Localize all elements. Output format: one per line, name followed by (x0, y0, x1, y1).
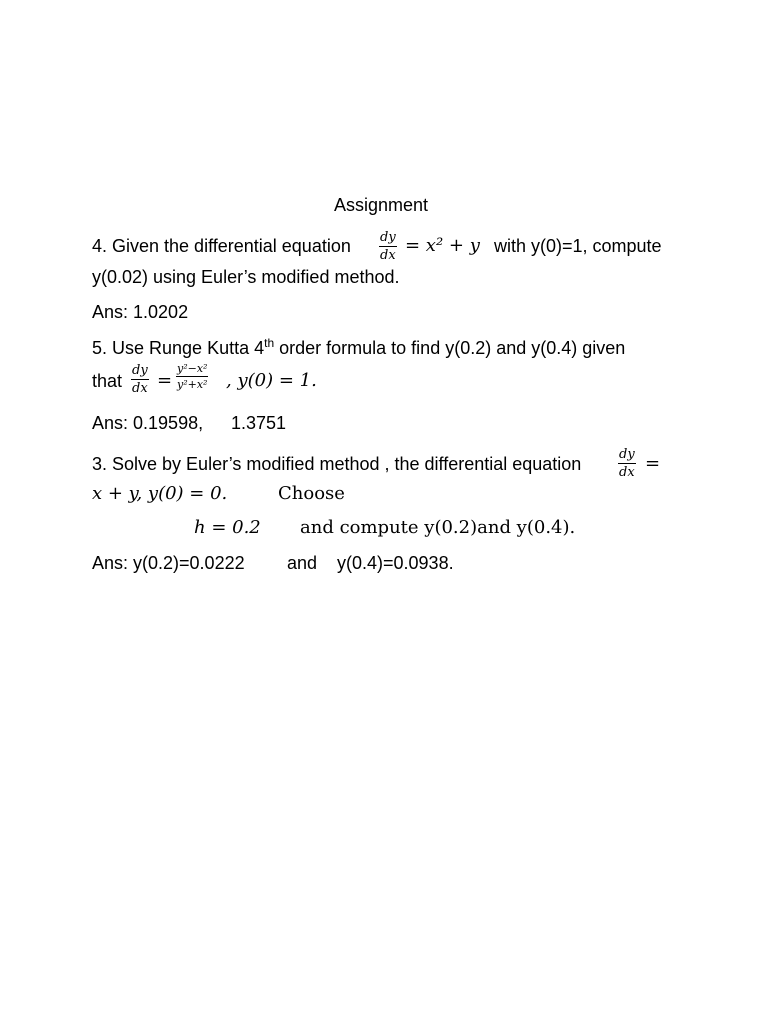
q5-that: that (92, 371, 123, 391)
q5-sup: th (264, 336, 275, 350)
q3-fraction (618, 448, 636, 479)
q3-lead: 3. Solve by Euler’s modified method , the differential equation (92, 454, 582, 474)
q3-compute: and compute y(0.2)and y(0.4). (300, 517, 576, 538)
q5-lead-a: 5. Use Runge Kutta 4 (92, 338, 265, 358)
q3-choose: Choose (278, 483, 345, 504)
q3-answer-a: Ans: y(0.2)=0.0222 (92, 553, 245, 573)
q4-answer: Ans: 1.0202 (92, 302, 189, 322)
q5-fraction-dydx (131, 364, 149, 395)
q4-lead: 4. Given the differential equation (92, 236, 351, 256)
q5-answer-a: Ans: 0.19598, (92, 413, 204, 433)
q3-equals: = (645, 453, 661, 474)
q5-frac-num: dy (132, 363, 148, 378)
q5-equals: = (157, 370, 173, 391)
q4-condition: with y(0)=1, compute (494, 236, 662, 256)
q4-fraction (379, 231, 397, 262)
q5-tail: , y(0) = 1. (226, 370, 317, 391)
q3-answer-b: and (287, 553, 318, 573)
q4-rhs: = x² + y (405, 235, 480, 256)
q5-frac2-num: y²−x² (177, 362, 208, 375)
q5-frac2-den: y²+x² (177, 378, 208, 391)
q3-answer-c: y(0.4)=0.0938. (337, 553, 454, 573)
q5-frac-den: dx (132, 381, 148, 396)
q4-frac-num: dy (380, 230, 396, 245)
page-title: Assignment (334, 195, 429, 215)
q5-answer-b: 1.3751 (231, 413, 287, 433)
q5-lead (92, 336, 626, 358)
q5-fraction-rhs (176, 363, 208, 390)
q5-lead-b: order formula to find y(0.2) and y(0.4) given (274, 338, 626, 358)
q3-frac-den: dx (619, 465, 635, 480)
q3-frac-num: dy (619, 447, 635, 462)
q3-line2-math: x + y, y(0) = 0. (92, 483, 228, 504)
q3-h-value: h = 0.2 (194, 517, 261, 538)
q4-frac-den: dx (380, 248, 396, 263)
q4-line2: y(0.02) using Euler’s modified method. (92, 267, 400, 287)
